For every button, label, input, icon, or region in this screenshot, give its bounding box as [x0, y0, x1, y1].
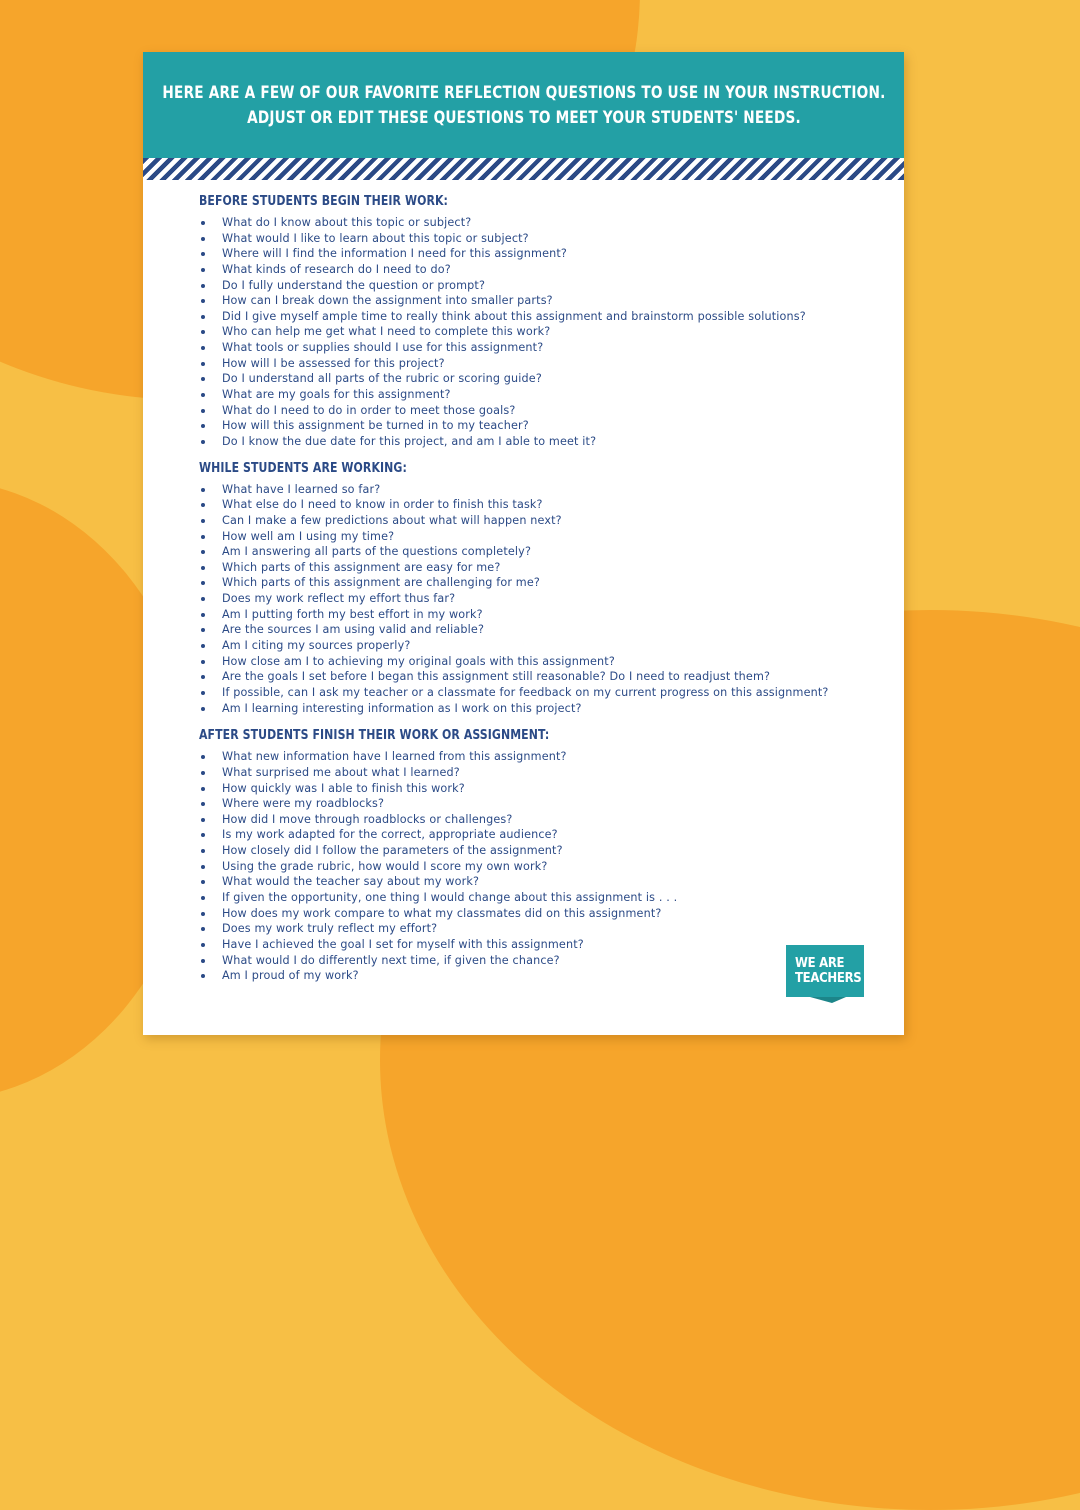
- list-item: What do I need to do in order to meet those goals?: [199, 403, 889, 419]
- we-are-teachers-logo: [786, 945, 864, 997]
- list-item: Do I understand all parts of the rubric or scoring guide?: [199, 371, 889, 387]
- list-item: What tools or supplies should I use for this assignment?: [199, 340, 889, 356]
- list-item: What are my goals for this assignment?: [199, 387, 889, 403]
- section-title: WHILE STUDENTS ARE WORKING:: [199, 459, 407, 476]
- list-item: What new information have I learned from this assignment?: [199, 749, 889, 765]
- question-list: [199, 215, 889, 450]
- striped-divider: [143, 158, 904, 180]
- section-while: [199, 458, 889, 717]
- list-item: Where will I find the information I need for this assignment?: [199, 246, 889, 262]
- list-item: How will this assignment be turned in to my teacher?: [199, 418, 889, 434]
- section-title: BEFORE STUDENTS BEGIN THEIR WORK:: [199, 193, 449, 209]
- list-item: How does my work compare to what my classmates did on this assignment?: [199, 906, 889, 922]
- header-banner: [143, 52, 904, 158]
- list-item: Did I give myself ample time to really think about this assignment and brainstorm possible solutions?: [199, 309, 889, 325]
- list-item: Are the goals I set before I began this assignment still reasonable? Do I need to readjust them?: [199, 669, 889, 685]
- list-item: Which parts of this assignment are easy for me?: [199, 560, 889, 576]
- list-item: Do I fully understand the question or prompt?: [199, 278, 889, 294]
- list-item: Is my work adapted for the correct, appropriate audience?: [199, 827, 889, 843]
- list-item: How quickly was I able to finish this work?: [199, 781, 889, 797]
- list-item: Can I make a few predictions about what will happen next?: [199, 513, 889, 529]
- questions-content: [199, 191, 889, 984]
- list-item: Are the sources I am using valid and reliable?: [199, 622, 889, 638]
- list-item: Am I putting forth my best effort in my work?: [199, 607, 889, 623]
- worksheet-page: [143, 52, 904, 1035]
- list-item: If possible, can I ask my teacher or a classmate for feedback on my current progress on this assignment?: [199, 685, 889, 701]
- list-item: What would I like to learn about this topic or subject?: [199, 231, 889, 247]
- list-item: How close am I to achieving my original goals with this assignment?: [199, 654, 889, 670]
- list-item: Do I know the due date for this project, and am I able to meet it?: [199, 434, 889, 450]
- list-item: How can I break down the assignment into smaller parts?: [199, 293, 889, 309]
- list-item: What else do I need to know in order to finish this task?: [199, 497, 889, 513]
- list-item: Am I citing my sources properly?: [199, 638, 889, 654]
- logo-line-2: TEACHERS: [795, 971, 862, 986]
- list-item: How well am I using my time?: [199, 529, 889, 545]
- list-item: What do I know about this topic or subject?: [199, 215, 889, 231]
- list-item: Where were my roadblocks?: [199, 796, 889, 812]
- list-item: How closely did I follow the parameters of the assignment?: [199, 843, 889, 859]
- section-title: AFTER STUDENTS FINISH THEIR WORK OR ASSIGNMENT:: [199, 727, 550, 744]
- list-item: What have I learned so far?: [199, 482, 889, 498]
- header-line-1: HERE ARE A FEW OF OUR FAVORITE REFLECTION QUESTIONS TO USE IN YOUR INSTRUCTION.: [161, 83, 886, 102]
- list-item: What would the teacher say about my work?: [199, 874, 889, 890]
- list-item: Have I achieved the goal I set for myself with this assignment?: [199, 937, 889, 953]
- list-item: How did I move through roadblocks or challenges?: [199, 812, 889, 828]
- list-item: Am I learning interesting information as I work on this project?: [199, 701, 889, 717]
- section-before: [199, 191, 889, 450]
- list-item: If given the opportunity, one thing I would change about this assignment is . . .: [199, 890, 889, 906]
- list-item: Does my work truly reflect my effort?: [199, 921, 889, 937]
- list-item: Using the grade rubric, how would I score my own work?: [199, 859, 889, 875]
- logo-line-1: WE ARE: [795, 956, 845, 971]
- header-line-2: ADJUST OR EDIT THESE QUESTIONS TO MEET YOUR STUDENTS' NEEDS.: [246, 108, 801, 127]
- list-item: Who can help me get what I need to complete this work?: [199, 324, 889, 340]
- list-item: Does my work reflect my effort thus far?: [199, 591, 889, 607]
- list-item: What would I do differently next time, if given the chance?: [199, 953, 889, 969]
- question-list: [199, 482, 889, 717]
- list-item: Which parts of this assignment are challenging for me?: [199, 575, 889, 591]
- list-item: What kinds of research do I need to do?: [199, 262, 889, 278]
- list-item: Am I proud of my work?: [199, 968, 889, 984]
- list-item: How will I be assessed for this project?: [199, 356, 889, 372]
- list-item: What surprised me about what I learned?: [199, 765, 889, 781]
- list-item: Am I answering all parts of the questions completely?: [199, 544, 889, 560]
